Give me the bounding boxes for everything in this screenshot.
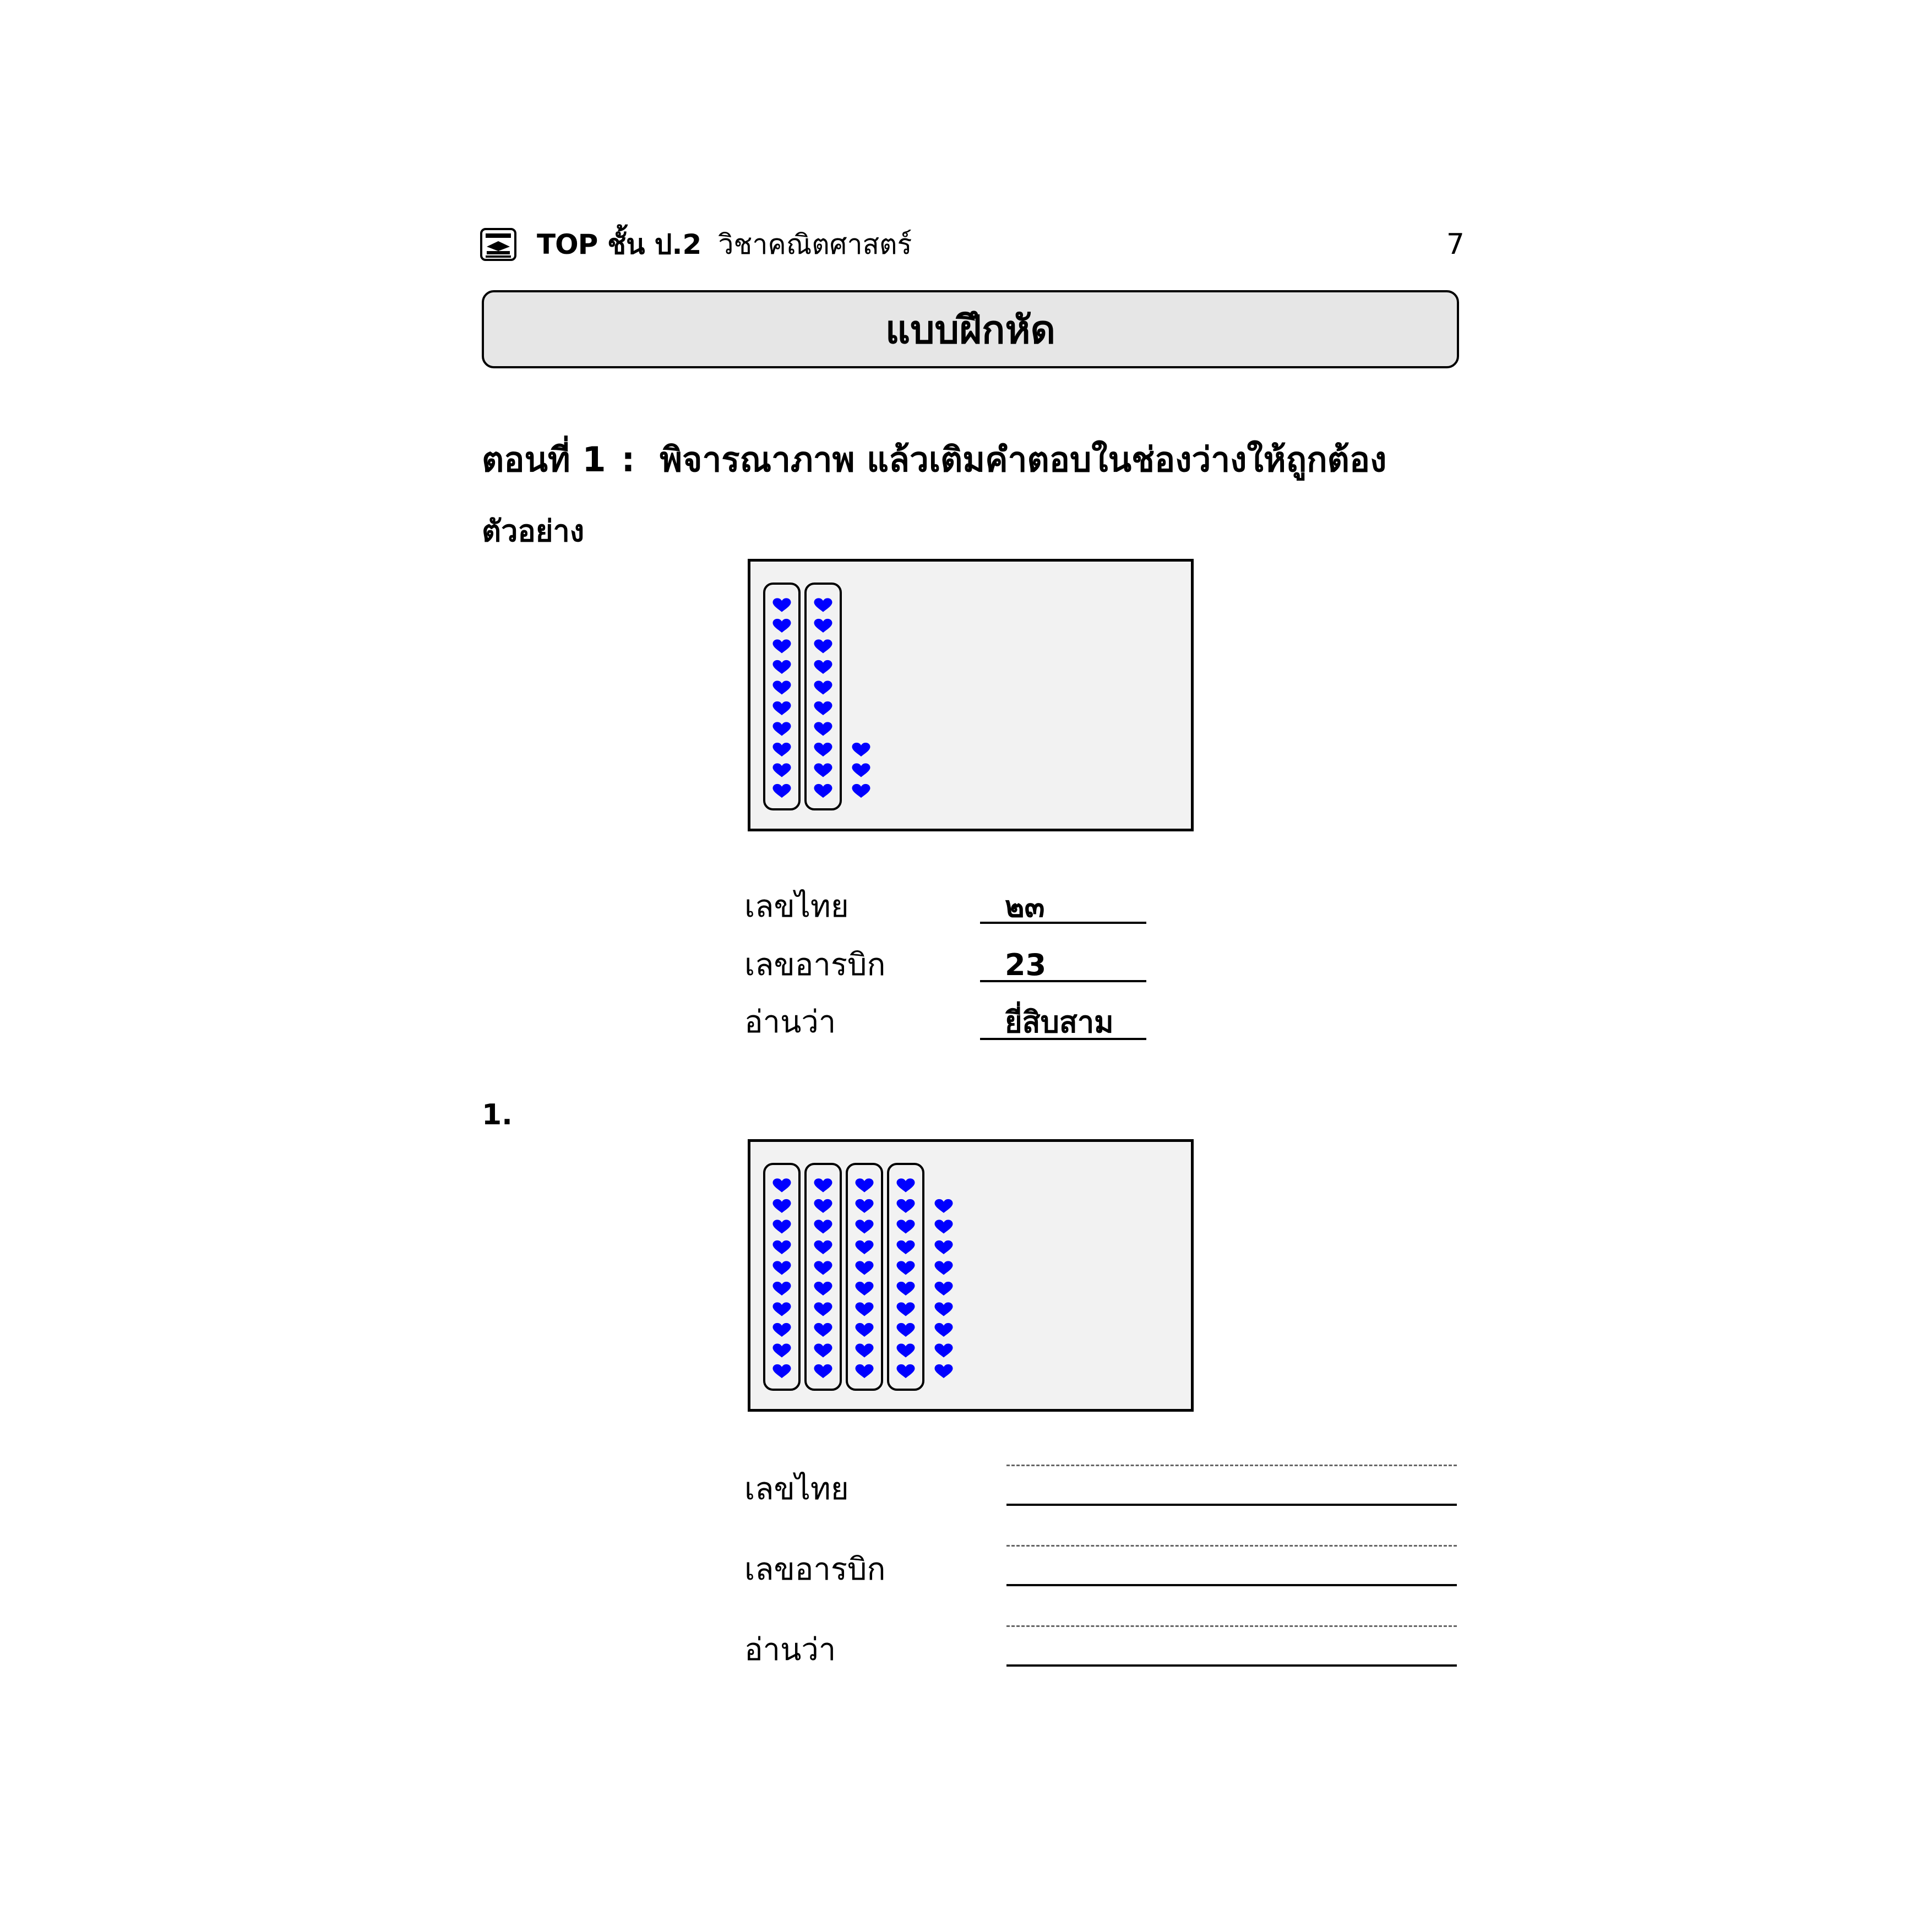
part-instruction: พิจารณาภาพ แล้วเติมคำตอบในช่องว่างให้ถูกต้อง xyxy=(660,439,1387,480)
question-arabic-numeral-label: เลขอารบิก xyxy=(744,1552,886,1587)
question-heart-icon xyxy=(897,1240,915,1254)
example-heart-icon xyxy=(773,722,791,736)
question-heart-icon xyxy=(897,1220,915,1233)
example-heart-icon xyxy=(773,701,791,715)
question-heart-icon xyxy=(856,1302,874,1316)
example-heart-icon xyxy=(814,681,832,694)
example-heart-icon xyxy=(814,784,832,798)
question-single-heart-icon xyxy=(935,1302,953,1316)
question-single-heart-icon xyxy=(935,1199,953,1213)
question-heart-icon xyxy=(773,1178,791,1192)
example-thai-numeral-value: ๒๓ xyxy=(1005,889,1045,924)
question-heart-icon xyxy=(814,1302,832,1316)
question-heart-icon xyxy=(814,1282,832,1296)
part-label: ตอนที่ 1 xyxy=(482,439,606,480)
example-heart-icon xyxy=(814,598,832,612)
page-number: 7 xyxy=(1446,228,1465,261)
question-single-heart-icon xyxy=(935,1323,953,1337)
question-heart-icon xyxy=(814,1199,832,1213)
question-number: 1. xyxy=(482,1098,513,1131)
question-heart-icon xyxy=(773,1343,791,1357)
example-single-heart-icon xyxy=(852,743,870,757)
example-read-as-underline xyxy=(980,1038,1146,1040)
question-thai-numeral-answer-line[interactable] xyxy=(1006,1504,1457,1506)
question-read-as-guide-line xyxy=(1006,1625,1457,1627)
question-heart-icon xyxy=(897,1323,915,1337)
example-heart-icon xyxy=(814,722,832,736)
example-heart-icon xyxy=(814,660,832,674)
grade-text: ชั้น ป.2 xyxy=(607,228,702,260)
question-heart-icon xyxy=(856,1323,874,1337)
question-single-heart-icon xyxy=(935,1282,953,1296)
question-single-heart-icon xyxy=(935,1343,953,1357)
question-heart-icon xyxy=(773,1199,791,1213)
question-heart-icon xyxy=(856,1199,874,1213)
example-heart-icon xyxy=(773,598,791,612)
question-heart-icon xyxy=(814,1220,832,1233)
example-heart-icon xyxy=(773,619,791,633)
example-arabic-numeral-value: 23 xyxy=(1005,948,1047,982)
example-thai-numeral-underline xyxy=(980,922,1146,924)
question-read-as-answer-line[interactable] xyxy=(1006,1664,1457,1667)
example-heart-icon xyxy=(773,784,791,798)
question-heart-icon xyxy=(814,1364,832,1378)
question-heart-icon xyxy=(856,1178,874,1192)
question-single-heart-icon xyxy=(935,1220,953,1233)
example-heart-icon xyxy=(814,763,832,777)
question-heart-icon xyxy=(856,1240,874,1254)
question-single-heart-icon xyxy=(935,1364,953,1378)
question-heart-icon xyxy=(814,1323,832,1337)
running-header xyxy=(537,228,912,261)
example-single-heart-icon xyxy=(852,784,870,798)
example-heart-icon xyxy=(814,701,832,715)
example-read-as-label: อ่านว่า xyxy=(744,1004,836,1040)
example-hearts-figure xyxy=(750,562,1191,829)
question-heart-icon xyxy=(897,1364,915,1378)
example-heart-icon xyxy=(814,743,832,757)
question-heart-icon xyxy=(856,1364,874,1378)
question-arabic-numeral-answer-line[interactable] xyxy=(1006,1584,1457,1586)
question-heart-icon xyxy=(856,1220,874,1233)
example-arabic-numeral-underline xyxy=(980,980,1146,982)
example-picture xyxy=(748,559,1194,831)
example-heart-icon xyxy=(814,639,832,653)
example-heart-icon xyxy=(773,660,791,674)
question-thai-numeral-guide-line xyxy=(1006,1465,1457,1466)
example-heart-icon xyxy=(773,743,791,757)
example-thai-numeral-label: เลขไทย xyxy=(744,889,849,924)
question-read-as-label: อ่านว่า xyxy=(744,1632,836,1668)
question-heart-icon xyxy=(773,1364,791,1378)
question-heart-icon xyxy=(897,1302,915,1316)
question-heart-icon xyxy=(773,1240,791,1254)
question-heart-icon xyxy=(773,1302,791,1316)
example-single-heart-icon xyxy=(852,763,870,777)
question-heart-icon xyxy=(773,1323,791,1337)
book-logo-icon xyxy=(480,228,516,261)
question-hearts-figure xyxy=(750,1142,1191,1409)
example-heart-icon xyxy=(773,763,791,777)
part-colon: : xyxy=(621,439,635,480)
question-heart-icon xyxy=(856,1343,874,1357)
example-label: ตัวอย่าง xyxy=(482,514,585,548)
question-picture xyxy=(748,1139,1194,1412)
question-heart-icon xyxy=(773,1220,791,1233)
question-thai-numeral-label: เลขไทย xyxy=(744,1471,849,1507)
page-title: แบบฝึกหัด xyxy=(885,307,1055,352)
question-single-heart-icon xyxy=(935,1261,953,1275)
title-box xyxy=(482,290,1459,368)
question-heart-icon xyxy=(814,1178,832,1192)
example-heart-icon xyxy=(773,681,791,694)
question-heart-icon xyxy=(897,1178,915,1192)
question-heart-icon xyxy=(897,1261,915,1275)
question-heart-icon xyxy=(814,1261,832,1275)
subject-text: วิชาคณิตศาสตร์ xyxy=(718,228,912,260)
example-arabic-numeral-label: เลขอารบิก xyxy=(744,947,886,983)
brand-text: TOP xyxy=(537,228,598,260)
part-heading xyxy=(482,435,1386,485)
question-single-heart-icon xyxy=(935,1240,953,1254)
question-heart-icon xyxy=(773,1282,791,1296)
question-heart-icon xyxy=(897,1343,915,1357)
example-heart-icon xyxy=(773,639,791,653)
question-heart-icon xyxy=(856,1282,874,1296)
question-heart-icon xyxy=(814,1240,832,1254)
question-heart-icon xyxy=(856,1261,874,1275)
question-heart-icon xyxy=(773,1261,791,1275)
example-read-as-value: ยี่สิบสาม xyxy=(1005,1005,1114,1040)
example-heart-icon xyxy=(814,619,832,633)
question-heart-icon xyxy=(814,1343,832,1357)
question-heart-icon xyxy=(897,1282,915,1296)
question-arabic-numeral-guide-line xyxy=(1006,1545,1457,1547)
question-heart-icon xyxy=(897,1199,915,1213)
